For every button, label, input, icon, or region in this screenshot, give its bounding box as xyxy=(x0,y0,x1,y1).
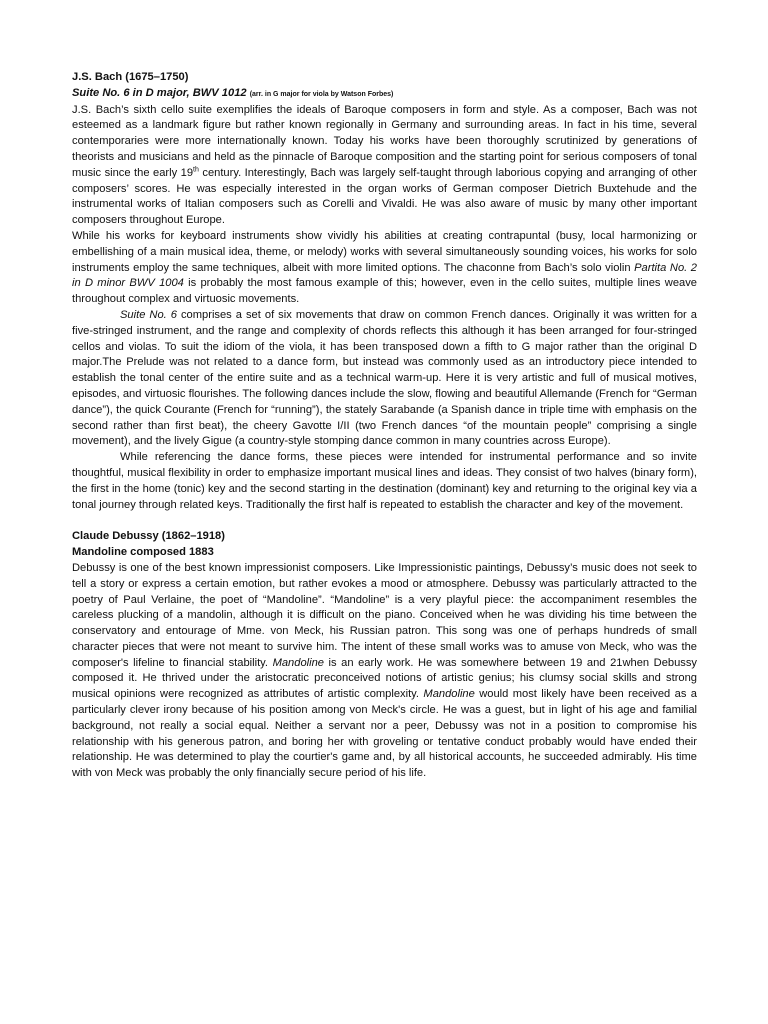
debussy-mandoline-title-2: Mandoline xyxy=(423,688,475,701)
debussy-mandoline-title-1: Mandoline xyxy=(272,656,324,669)
debussy-text-c: would most likely have been received as a particularly clever irony because of his position among von Meck's circle. He was a guest, but in light of his age and familial background, not really a social equal. Neither a servant nor a peer, Debussy was not in a position to compromise his relationship with his generous patron, and boring her with groveling or tentative conduct probably would have ended their relationship. He was determined to play the courtier's game and, by all historical accounts, he succeeded admirably. His time with von Meck was probably the only financially secure period of his life. xyxy=(72,688,697,780)
bach-p3-text: comprises a set of six movements that draw on common French dances. Originally it was written for a five-stringed instrument, and the range and complexity of chords reflects this although it has been arranged for four-stringed cellos and violas. To suit the idiom of the viola, it has been transposed down a fifth to G major rather than the original D major.The Prelude was not related to a dance form, but instead was commonly used as an introductory piece intended to establish the tonal center of the entire suite and as a technical warm-up. Here it is very artistic and full of musical motives, episodes, and virtuosic flourishes. The following dances include the slow, flowing and beautiful Allemande (French for “German dance”), the quick Courante (French for “running”), the stately Sarabande (a Spanish dance in triple time with emphasis on the second rather than first beat), the cheery Gavotte I/II (two French dances “of the mountain people” comprising a single movement), and the lively Gigue (a country-style stomping dance common in many countries across Europe). xyxy=(72,308,697,448)
bach-suite-title xyxy=(72,86,697,103)
bach-p2-partita-title: Partita No. 2 in D minor BWV 1004 xyxy=(72,261,698,290)
debussy-text-b: is an early work. He was somewhere between 19 and 21when Debussy composed it. He thrived under the aristocratic preconceived notions of artistic genius; his clumsy social skills and strong musical opinions were recognized as attributes of artistic complexity. xyxy=(72,656,697,701)
bach-paragraph-1 xyxy=(72,103,697,229)
bach-heading: J.S. Bach (1675–1750) xyxy=(72,71,189,83)
bach-p1-superscript: th xyxy=(193,166,199,174)
bach-p1-text-a: J.S. Bach’s sixth cello suite exemplifies the ideals of Baroque composers in form and style. As a composer, Bach was not esteemed as a landmark figure but rather known regionally in Germany and surrounding areas. In fact in his time, several contemporaries were more internationally known. Today his works have been thoroughly scrutinized by generations of theorists and musicians and held as the pinnacle of Baroque composition and the starting point for serious composers of tonal music since the early 19 xyxy=(72,103,697,179)
bach-p3-suite-title: Suite No. 6 xyxy=(120,308,177,321)
bach-arrangement-note: (arr. in G major for viola by Watson Forbes) xyxy=(249,90,394,98)
section-spacer xyxy=(72,513,697,529)
debussy-piece-title: Mandoline composed 1883 xyxy=(72,546,214,559)
bach-paragraph-2 xyxy=(72,229,697,308)
bach-suite-title-text: Suite No. 6 in D major, BWV 1012 xyxy=(72,86,247,99)
bach-paragraph-3 xyxy=(72,308,697,450)
document-page xyxy=(72,70,697,782)
debussy-heading: Claude Debussy (1862–1918) xyxy=(72,530,225,543)
bach-p2-text-b: is probably the most famous example of this; however, even in the cello suites, multiple lines weave throughout complex and virtuosic movements. xyxy=(72,277,697,306)
debussy-text-a: Debussy is one of the best known impressionist composers. Like Impressionistic paintings, Debussy’s music does not seek to tell a story or express a certain emotion, but rather evokes a mood or atmosphere. Debussy was particularly attracted to the poetry of Paul Verlaine, the poet of “Mandoline”. “Mandoline” is a very playful piece: the accompaniment resembles the careless plucking of a mandolin, although it is difficult on the piano. Conceived when he was dividing his time between the conservatory and entourage of Mme. von Meck, his Russian patron. This song was one of perhaps hundreds of small character pieces that were not meant to survive him. The intent of these small works was to amuse von Meck, who was the composer's lifeline to financial stability. xyxy=(72,561,697,669)
debussy-paragraph xyxy=(72,561,697,782)
bach-p2-text-a: While his works for keyboard instruments show vividly his abilities at creating contrapuntal (busy, local harmonizing or embellishing of a main musical idea, theme, or melody) works with several simultaneously sounding voices, his works for solo instruments employ the same techniques, albeit with more limited options. The chaconne from Bach’s solo violin xyxy=(72,229,697,274)
bach-p1-text-b: century. Interestingly, Bach was largely self-taught through laborious copying and arranging of other composers’ scores. He was especially interested in the organ works of German composer Dietrich Buxtehude and the instrumental works of Italian composers such as Corelli and Vivaldi. He was also aware of music by many other important composers throughout Europe. xyxy=(72,166,698,227)
bach-paragraph-4: While referencing the dance forms, these pieces were intended for instrumental performance and so invite thoughtful, musical flexibility in order to emphasize important musical lines and ideas. They consist of two halves (binary form), the first in the home (tonic) key and the second starting in the destination (dominant) key and returning to the original key via a tonal journey through related keys. Traditionally the first half is repeated to establish the character and key of the movement. xyxy=(72,451,697,511)
